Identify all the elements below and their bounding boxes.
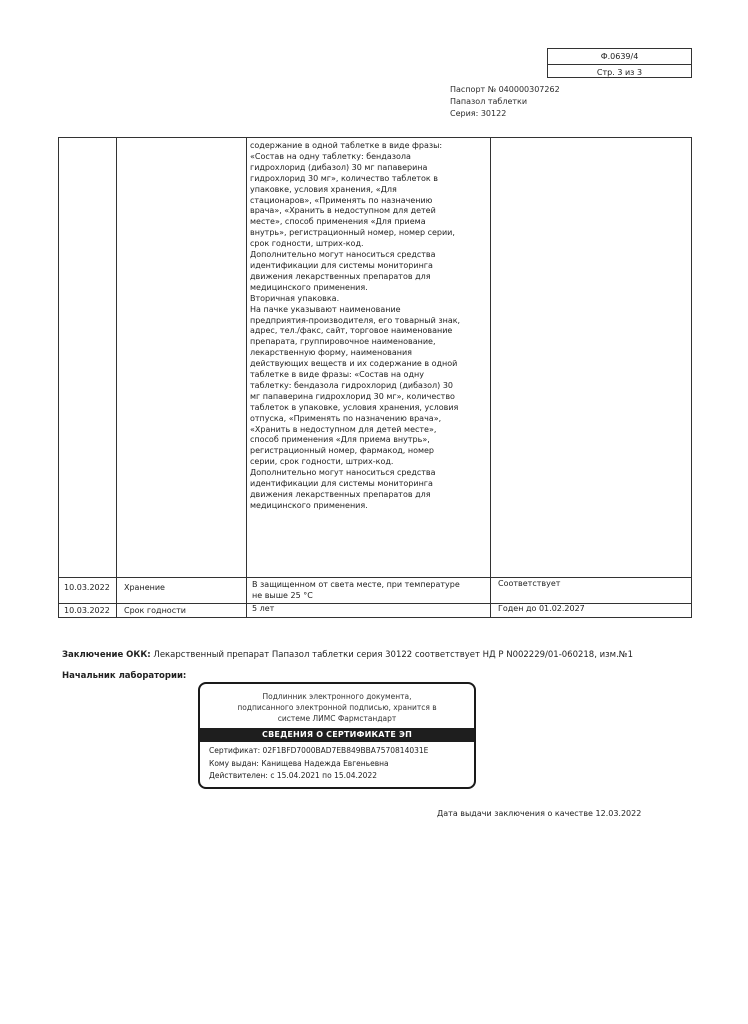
passport-number: Паспорт № 040000307262 (450, 85, 560, 94)
certificate-owner: Кому выдан: Канищева Надежда Евгеньевна (209, 758, 389, 768)
col-divider (246, 137, 247, 618)
page-counter: Стр. 3 из 3 (548, 64, 691, 80)
stamp-message (200, 691, 474, 724)
table-border-bottom (58, 617, 692, 618)
certificate-info-title: СВЕДЕНИЯ О СЕРТИФИКАТЕ ЭП (200, 728, 474, 742)
conclusion-text: Лекарственный препарат Папазол таблетки серия 30122 соответствует НД Р N002229/01-060218, изм.№1 (153, 650, 634, 660)
row-divider (58, 603, 692, 604)
shelf-life-test-date: 10.03.2022 (64, 606, 110, 615)
row-divider (58, 577, 692, 578)
table-border-top (58, 137, 692, 138)
storage-test-name: Хранение (124, 583, 165, 592)
shelf-life-norm: 5 лет (252, 604, 275, 613)
storage-result: Соответствует (498, 579, 561, 588)
lab-head-label: Начальник лаборатории: (62, 671, 187, 681)
storage-norm-line2: не выше 25 °С (252, 591, 313, 600)
form-code-box (547, 48, 692, 78)
certificate-validity: Действителен: с 15.04.2021 по 15.04.2022 (209, 771, 377, 780)
stamp-message-line: подписанного электронной подписью, хранится в (237, 703, 437, 712)
stamp-message-line: системе ЛИМС Фармстандарт (277, 714, 397, 723)
product-name: Папазол таблетки (450, 97, 528, 106)
certificate-serial: Сертификат: 02F1BFD7000BAD7EB849BBA7570814031E (209, 746, 429, 755)
shelf-life-result: Годен до 01.02.2027 (498, 604, 585, 613)
qc-conclusion (62, 650, 633, 660)
series-number: Серия: 30122 (450, 109, 507, 118)
form-code: Ф.0639/4 (600, 52, 639, 61)
col-divider (116, 137, 117, 618)
col-divider (691, 137, 692, 618)
shelf-life-test-name: Срок годности (124, 606, 186, 615)
storage-norm-line1: В защищенном от света месте, при температуре (252, 580, 460, 589)
electronic-signature-stamp (198, 682, 476, 789)
conclusion-label: Заключение ОКК: (62, 650, 151, 660)
packaging-requirements-text: содержание в одной таблетке в виде фразы: «Состав на одну таблетку: бендазола гидрохлорид (дибазол) 30 мг папаверина гидрохлорид 30 мг», количество таблеток в упаковке, условия хранения, «Для стационаров», «Применять по назначению врача», «Хранить в недоступном для детей месте», способ применения «Для приема внутрь», регистрационный номер, номер серии, срок годности, штрих-код. Дополнительно могут наноситься средства идентификации для системы мониторинга движения лекарственных препаратов для медицинского применения. Вторичная упаковка. На пачке указывают наименование предприятия-производителя, его товарный знак, адрес, тел./факс, сайт, торговое наименование препарата, группировочное наименование, лекарственную форму, наименования действующих веществ и их содержание в одной таблетке в виде фразы: «Состав на одну таблетку: бендазола гидрохлорид (дибазол) 30 мг папаверина гидрохлорид 30 мг», количество таблеток в упаковке, условия хранения, условия отпуска, «Применять по назначению врача», «Хранить в недоступном для детей месте», способ применения «Для приема внутрь», регистрационный номер, фармакод, номер серии, срок годности, штрих-код. Дополнительно могут наноситься средства идентификации для системы мониторинга движения лекарственных препаратов для медицинского применения. (250, 141, 461, 510)
col-divider (58, 137, 59, 618)
col-divider (490, 137, 491, 618)
stamp-message-line: Подлинник электронного документа, (262, 692, 412, 701)
conclusion-issue-date: Дата выдачи заключения о качестве 12.03.2022 (437, 809, 642, 818)
test-results-table (58, 137, 692, 618)
storage-test-date: 10.03.2022 (64, 583, 110, 592)
